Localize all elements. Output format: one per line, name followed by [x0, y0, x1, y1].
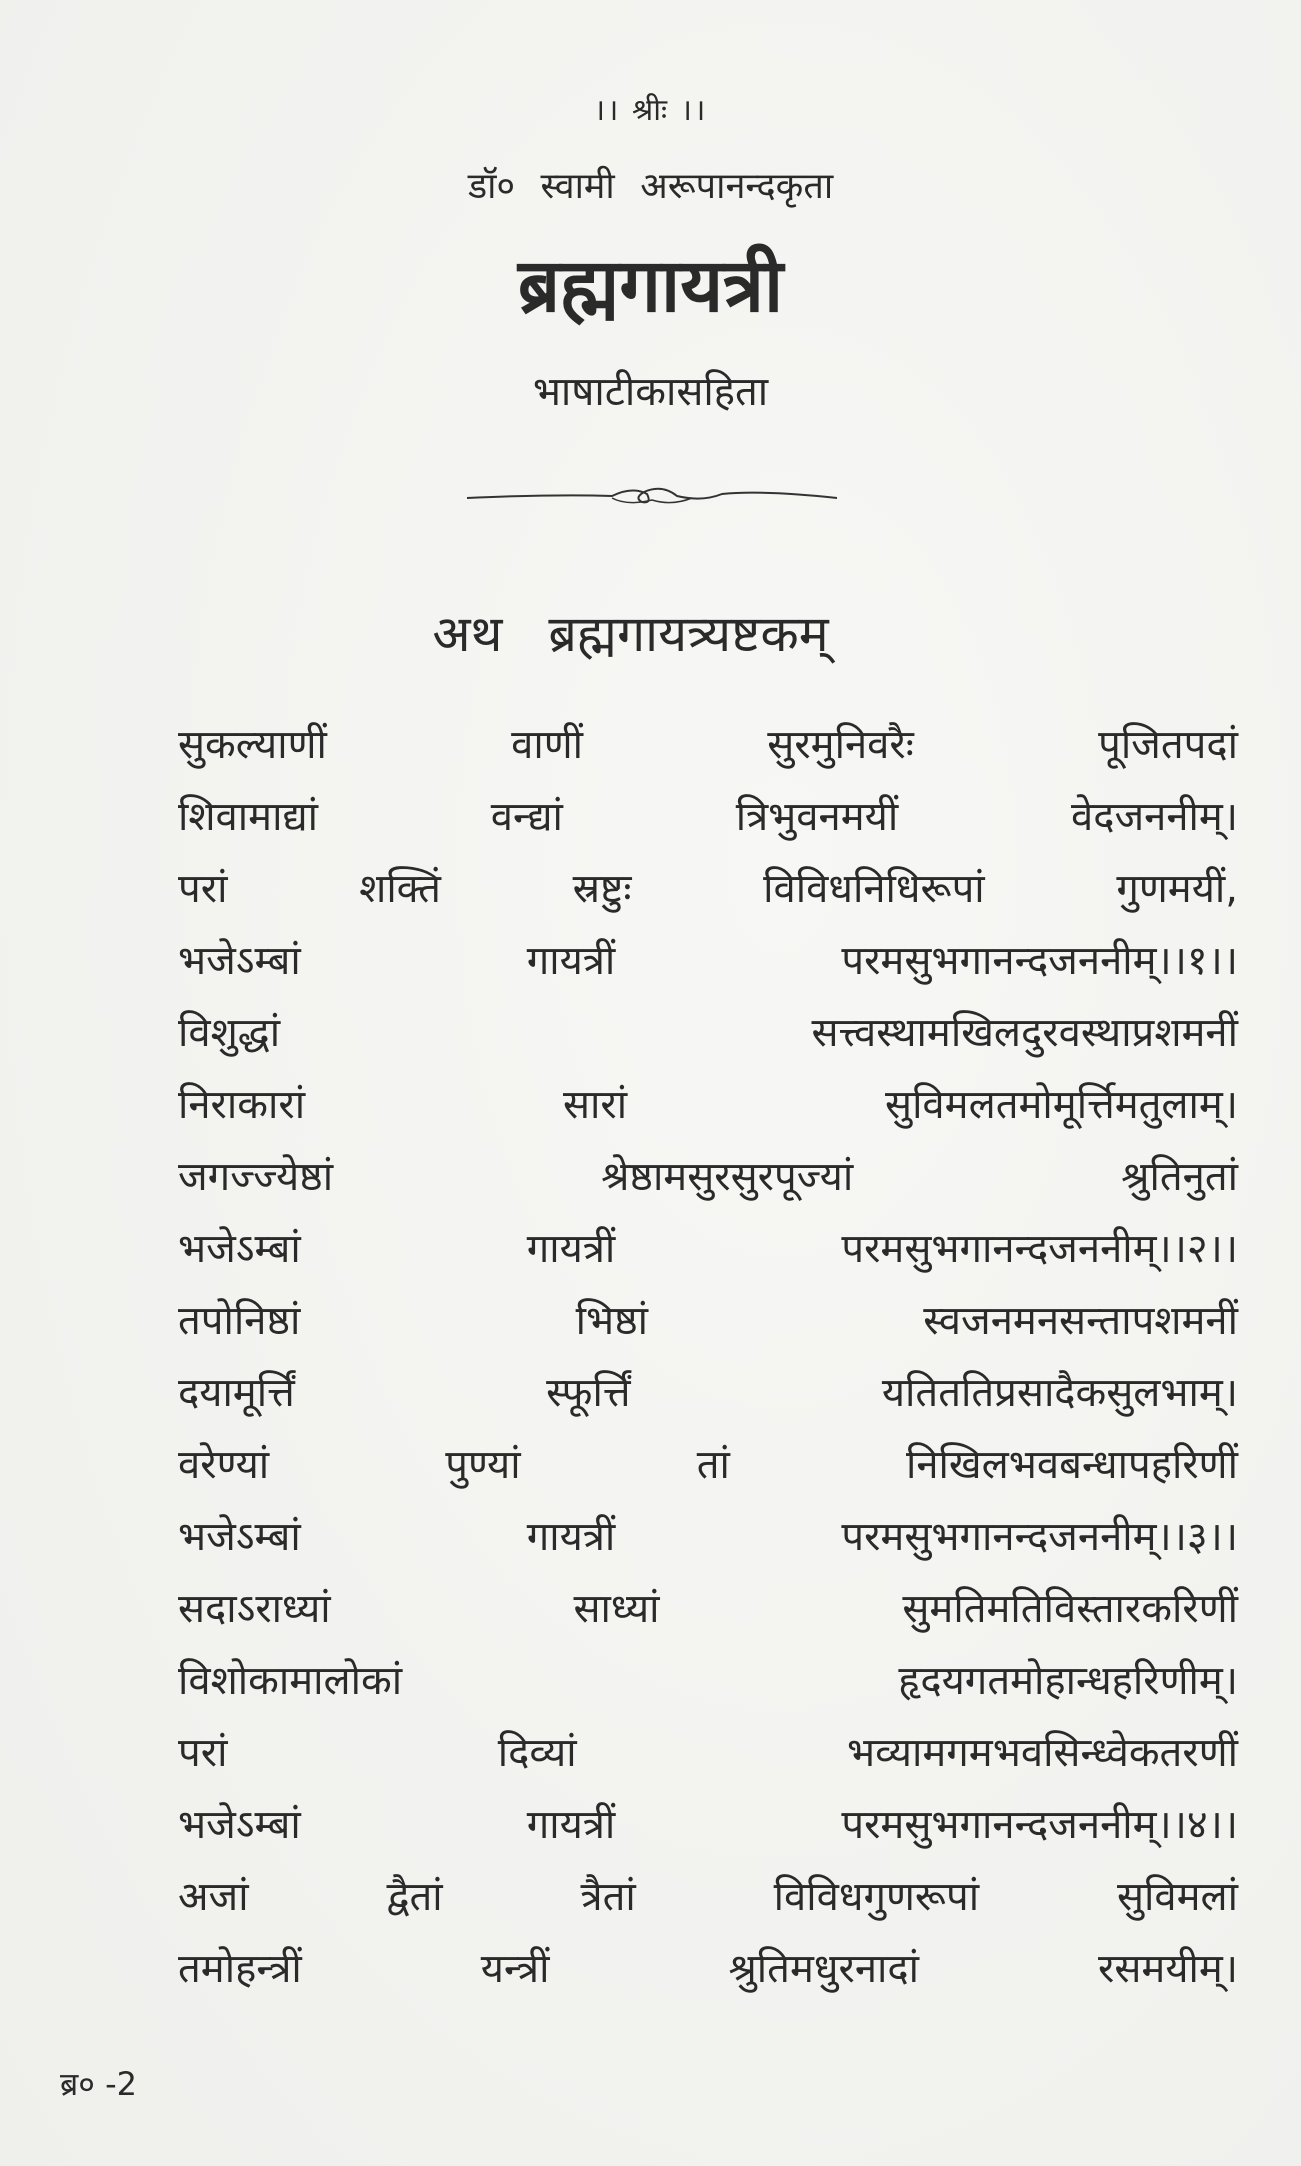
verse-word: यन्त्रीं	[480, 1945, 550, 1992]
verse-word: पूजितपदां	[1098, 721, 1238, 768]
verse-word: द्वैतां	[386, 1873, 443, 1920]
verse-word: तपोनिष्ठां	[178, 1297, 301, 1344]
verse-word: शिवामाद्यां	[178, 793, 318, 840]
verse-word: वरेण्यां	[178, 1441, 270, 1488]
verse-line	[178, 856, 1238, 916]
verse-word: परमसुभगानन्दजननीम्।।४।।	[841, 1801, 1238, 1848]
page-signature: ब्र० -2	[60, 2065, 137, 2103]
verse-line	[178, 1720, 1238, 1780]
verse-line	[178, 712, 1238, 772]
verse-line	[178, 1000, 1238, 1060]
verse-word: तां	[696, 1441, 730, 1488]
verse-word: रसमयीम्।	[1098, 1945, 1238, 1992]
verse-word: भजेऽम्बां	[178, 1225, 301, 1272]
verse-word: विशुद्धां	[178, 1009, 281, 1056]
verse-word: विशोकामालोकां	[178, 1657, 403, 1704]
verse-word: शक्तिं	[359, 865, 441, 912]
verse-word: निराकारां	[178, 1081, 306, 1128]
verse-word: वाणीं	[511, 721, 584, 768]
verse-word: परमसुभगानन्दजननीम्।।१।।	[841, 937, 1238, 984]
verse-word: दयामूर्त्तिं	[178, 1369, 295, 1416]
ornament-divider	[462, 476, 842, 516]
verse-line	[178, 1936, 1238, 1996]
verse-line	[178, 1144, 1238, 1204]
verse-line	[178, 1432, 1238, 1492]
verse-word: विविधगुणरूपां	[773, 1873, 980, 1920]
verse-word: सुरमुनिवरैः	[767, 721, 914, 768]
verse-word: श्रेष्ठामसुरसुरपूज्यां	[601, 1153, 854, 1200]
verse-word: सुमतिमतिविस्तारकरिणीं	[902, 1585, 1238, 1632]
verse-word: साध्यां	[573, 1585, 660, 1632]
invocation: ।। श्रीः ।।	[593, 93, 708, 128]
page-title: ब्रह्मगायत्री	[517, 243, 784, 329]
verse-word: भव्यामगमभवसिन्ध्वेकतरणीं	[846, 1729, 1238, 1776]
verse-word: यतिततिप्रसादैकसुलभाम्।	[881, 1369, 1238, 1416]
verse-word: परमसुभगानन्दजननीम्।।३।।	[841, 1513, 1238, 1560]
verse-line	[178, 928, 1238, 988]
verse-word: परां	[178, 865, 228, 912]
author-line: डॉ० स्वामी अरूपानन्दकृता	[467, 166, 834, 207]
section-heading: अथ ब्रह्मगायत्र्यष्टकम्	[432, 605, 829, 663]
verse-line	[178, 1864, 1238, 1924]
verse-word: पुण्यां	[445, 1441, 521, 1488]
verse-word: परमसुभगानन्दजननीम्।।२।।	[841, 1225, 1238, 1272]
verse-line	[178, 1504, 1238, 1564]
verse-word: भजेऽम्बां	[178, 937, 301, 984]
verse-word: श्रुतिनुतां	[1121, 1153, 1238, 1200]
verse-line	[178, 1576, 1238, 1636]
verse-word: सत्त्वस्थामखिलदुरवस्थाप्रशमनीं	[811, 1009, 1238, 1056]
verse-line	[178, 1792, 1238, 1852]
verse-word: गुणमयीं,	[1116, 865, 1238, 912]
verse-word: निखिलभवबन्धापहरिणीं	[906, 1441, 1238, 1488]
verse-word: स्रष्टुः	[572, 865, 632, 912]
page-subtitle: भाषाटीकासहिता	[532, 369, 769, 415]
verse-word: त्रैतां	[580, 1873, 636, 1920]
verse-line	[178, 1072, 1238, 1132]
verse-word: स्वजनमनसन्तापशमनीं	[923, 1297, 1238, 1344]
verse-word: विविधनिधिरूपां	[763, 865, 985, 912]
verse-word: वेदजननीम्।	[1071, 793, 1238, 840]
verse-word: हृदयगतमोहान्धहरिणीम्।	[898, 1657, 1238, 1704]
verse-line	[178, 1288, 1238, 1348]
verse-word: सदाऽराध्यां	[178, 1585, 331, 1632]
verse-line	[178, 1648, 1238, 1708]
verse-word: जगज्ज्येष्ठां	[178, 1153, 334, 1200]
verse-line	[178, 1360, 1238, 1420]
verse-word: भिष्ठां	[575, 1297, 649, 1344]
verse-word: भजेऽम्बां	[178, 1801, 301, 1848]
verse-word: दिव्यां	[497, 1729, 577, 1776]
verse-word: गायत्रीं	[526, 937, 616, 984]
verse-word: सुविमलां	[1116, 1873, 1238, 1920]
verse-word: अजां	[178, 1873, 249, 1920]
verse-line	[178, 784, 1238, 844]
verse-word: सुविमलतमोमूर्त्तिमतुलाम्।	[885, 1081, 1238, 1128]
verse-word: स्फूर्त्तिं	[546, 1369, 631, 1416]
verse-word: भजेऽम्बां	[178, 1513, 301, 1560]
verse-word: तमोहन्त्रीं	[178, 1945, 302, 1992]
verse-line	[178, 1216, 1238, 1276]
verse-word: गायत्रीं	[526, 1513, 616, 1560]
verse-word: वन्द्यां	[490, 793, 563, 840]
verse-word: गायत्रीं	[526, 1801, 616, 1848]
verse-word: परां	[178, 1729, 228, 1776]
verse-word: त्रिभुवनमयीं	[735, 793, 899, 840]
verse-word: गायत्रीं	[526, 1225, 616, 1272]
verse-word: सुकल्याणीं	[178, 721, 327, 768]
verse-word: श्रुतिमधुरनादां	[728, 1945, 919, 1992]
verse-word: सारां	[563, 1081, 628, 1128]
